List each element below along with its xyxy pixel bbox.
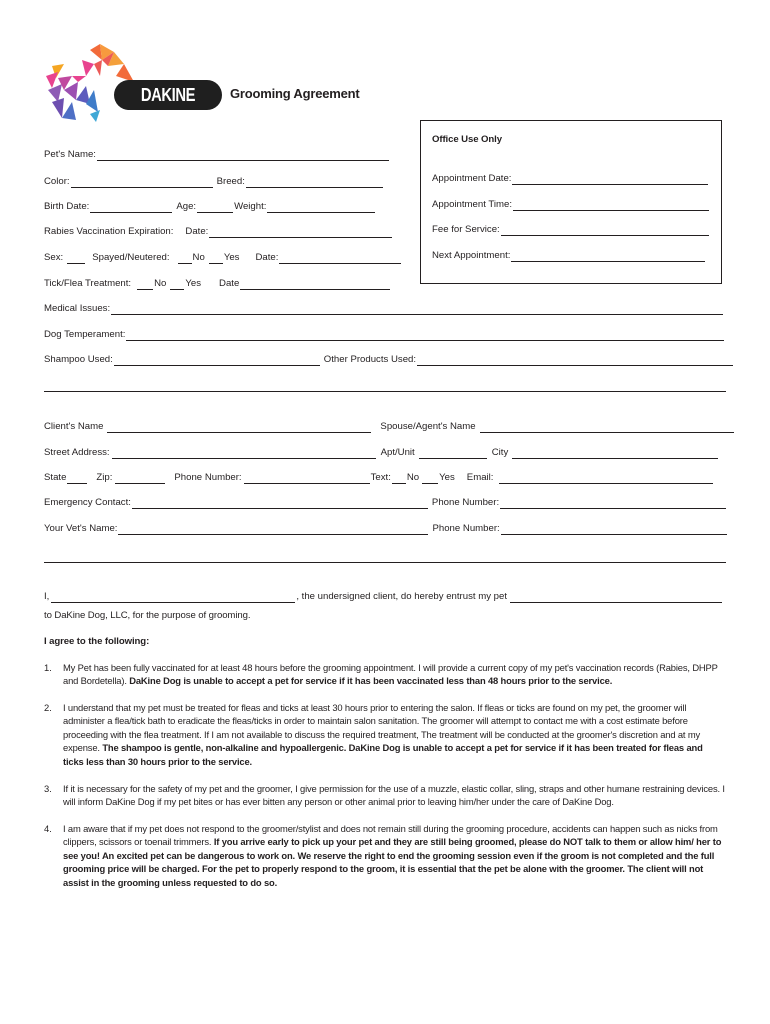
item-text: If it is necessary for the safety of my pet and the groomer, I give permission for the use of a muzzle, elastic collar, sling, straps and other humane restraining devices. I will inform DaKine Dog if my pet bites or has ever bitten any person or other animal prior to leaving him/her under the care of DaKine Dog.	[63, 783, 725, 808]
tick-yes-label: Yes	[185, 278, 202, 289]
city-label: City	[491, 447, 509, 458]
tick-no-label: No	[154, 278, 167, 289]
item-number: 4.	[44, 823, 52, 834]
next-appointment-label: Next Appointment:	[432, 250, 511, 261]
medical-issues-field[interactable]	[111, 305, 723, 315]
item-number: 1.	[44, 662, 52, 673]
vet-phone-label: Phone Number:	[432, 523, 500, 534]
breed-field[interactable]	[246, 178, 383, 188]
weight-label: Weight:	[234, 201, 267, 212]
state-label: State	[44, 472, 67, 483]
divider	[44, 562, 726, 563]
spayed-yes-label: Yes	[223, 252, 240, 263]
zip-label: Zip:	[96, 472, 113, 483]
item-bold-text: The shampoo is gentle, non-alkaline and hypoallergenic. DaKine Dog is unable to accept a pet for service if it has been treated for fleas and ticks less than 30 hours prior to the service.	[63, 742, 703, 767]
spayed-no-label: No	[192, 252, 205, 263]
color-field[interactable]	[71, 178, 213, 188]
client-signature-name-field[interactable]	[51, 593, 295, 603]
color-label: Color:	[44, 176, 70, 187]
agreement-item	[63, 782, 725, 809]
agreement-item	[63, 822, 725, 889]
tick-date-field[interactable]	[240, 280, 390, 290]
weight-field[interactable]	[267, 203, 375, 213]
apt-unit-label: Apt/Unit	[380, 447, 415, 458]
spayed-date-label: Date:	[255, 252, 279, 263]
sex-label: Sex:	[44, 252, 64, 263]
zip-field[interactable]	[115, 474, 165, 484]
vet-name-label: Your Vet's Name:	[44, 523, 118, 534]
agreement-item	[63, 701, 725, 768]
fee-field[interactable]	[501, 226, 709, 236]
item-number: 2.	[44, 702, 52, 713]
spouse-field[interactable]	[480, 423, 734, 433]
emergency-contact-label: Emergency Contact:	[44, 497, 131, 508]
shampoo-field[interactable]	[114, 356, 320, 366]
text-no-field[interactable]	[392, 474, 406, 484]
text-label: Text:	[370, 472, 391, 483]
client-name-label: Client's Name	[44, 421, 104, 432]
apt-unit-field[interactable]	[419, 449, 487, 459]
pet-entrust-field[interactable]	[510, 593, 722, 603]
page-title: Grooming Agreement	[230, 86, 360, 101]
logo-text: DAKINE DOG	[140, 85, 196, 131]
spayed-label: Spayed/Neutered:	[92, 252, 170, 263]
tick-no-field[interactable]	[137, 280, 153, 290]
appointment-time-field[interactable]	[513, 201, 709, 211]
emergency-phone-field[interactable]	[500, 499, 726, 509]
rabies-label: Rabies Vaccination Expiration:	[44, 226, 174, 237]
dog-temperament-label: Dog Temperament:	[44, 329, 126, 340]
item-bold-text: If you arrive early to pick up your pet and they are still being groomed, please do NOT talk to them or allow him/ her to see you! An excited pet can be dangerous to work on. We reserve the right to end the grooming session even if the groom is not completed and the full grooming price will be charged. For the pet to properly respond to the groom, it is essential that the pet be alone with the groomer. The client will not assist in the grooming unless requested to do so.	[63, 836, 722, 888]
text-yes-label: Yes	[439, 472, 455, 483]
text-no-label: No	[406, 472, 420, 483]
pets-name-field[interactable]	[97, 151, 389, 161]
birth-date-label: Birth Date:	[44, 201, 90, 212]
sex-field[interactable]	[67, 254, 85, 264]
city-field[interactable]	[512, 449, 718, 459]
appointment-date-label: Appointment Date:	[432, 173, 512, 184]
age-field[interactable]	[197, 203, 233, 213]
phone-label: Phone Number:	[174, 472, 242, 483]
other-products-label: Other Products Used:	[323, 354, 417, 365]
street-address-field[interactable]	[112, 449, 376, 459]
age-label: Age:	[176, 201, 197, 212]
text-yes-field[interactable]	[422, 474, 438, 484]
rabies-date-label: Date:	[185, 226, 209, 237]
agreement-item	[63, 661, 725, 688]
tick-date-label: Date	[219, 278, 240, 289]
item-text: I understand that my pet must be treated for fleas and ticks at least 30 hours prior to entering the salon. If fleas or ticks are found on my pet, the groomer will administer a flea/tick bath to eradicate the fleas/ticks in order to maintain salon sanitation. The groomer will attempt to contact me with a cost estimate before proceeding with the flea treatment. If I am not available to discuss the required treatment, The treatment will be conducted at the groomer's discretion and at my expense.	[63, 702, 701, 754]
medical-issues-label: Medical Issues:	[44, 303, 111, 314]
other-products-field[interactable]	[417, 356, 733, 366]
vet-phone-field[interactable]	[501, 525, 727, 535]
phone-field[interactable]	[244, 474, 370, 484]
emergency-contact-field[interactable]	[132, 499, 428, 509]
spayed-yes-field[interactable]	[209, 254, 223, 264]
appointment-date-field[interactable]	[512, 175, 708, 185]
office-title: Office Use Only	[432, 134, 502, 145]
emergency-phone-label: Phone Number:	[431, 497, 500, 508]
agree-heading: I agree to the following:	[44, 636, 150, 647]
birth-date-field[interactable]	[90, 203, 172, 213]
pets-name-label: Pet's Name:	[44, 149, 96, 160]
street-address-label: Street Address:	[44, 447, 110, 458]
spayed-date-field[interactable]	[279, 254, 401, 264]
spouse-label: Spouse/Agent's Name	[380, 421, 476, 432]
appointment-time-label: Appointment Time:	[432, 199, 512, 210]
email-field[interactable]	[499, 474, 713, 484]
item-bold-text: DaKine Dog is unable to accept a pet for service if it has been vaccinated less than 48 hours prior to the service.	[129, 675, 613, 687]
client-name-field[interactable]	[107, 423, 371, 433]
item-text: I am aware that if my pet does not respond to the groomer/stylist and does not remain still during the grooming procedure, accidents can happen such as nicks from clippers, scissors or toenail trimmers.	[63, 823, 718, 848]
spayed-no-field[interactable]	[178, 254, 192, 264]
item-number: 3.	[44, 783, 52, 794]
divider	[44, 391, 726, 392]
purpose-text: to DaKine Dog, LLC, for the purpose of grooming.	[44, 610, 251, 621]
email-label: Email:	[466, 472, 494, 483]
logo	[42, 42, 222, 131]
dog-temperament-field[interactable]	[126, 331, 724, 341]
rabies-date-field[interactable]	[209, 228, 392, 238]
undersigned-text: , the undersigned client, do hereby entrust my pet	[296, 591, 507, 602]
state-field[interactable]	[67, 474, 87, 484]
client-i-label: I,	[44, 591, 50, 602]
breed-label: Breed:	[216, 176, 245, 187]
next-appointment-field[interactable]	[511, 252, 705, 262]
shampoo-label: Shampoo Used:	[44, 354, 113, 365]
fee-label: Fee for Service:	[432, 224, 500, 235]
tick-flea-label: Tick/Flea Treatment:	[44, 278, 132, 289]
tick-yes-field[interactable]	[170, 280, 184, 290]
item-text: My Pet has been fully vaccinated for at least 48 hours before the grooming appointment. I will provide a current copy of my pet's vaccination records (Rabies, DHPP and Bordetella).	[63, 662, 718, 687]
vet-name-field[interactable]	[118, 525, 428, 535]
